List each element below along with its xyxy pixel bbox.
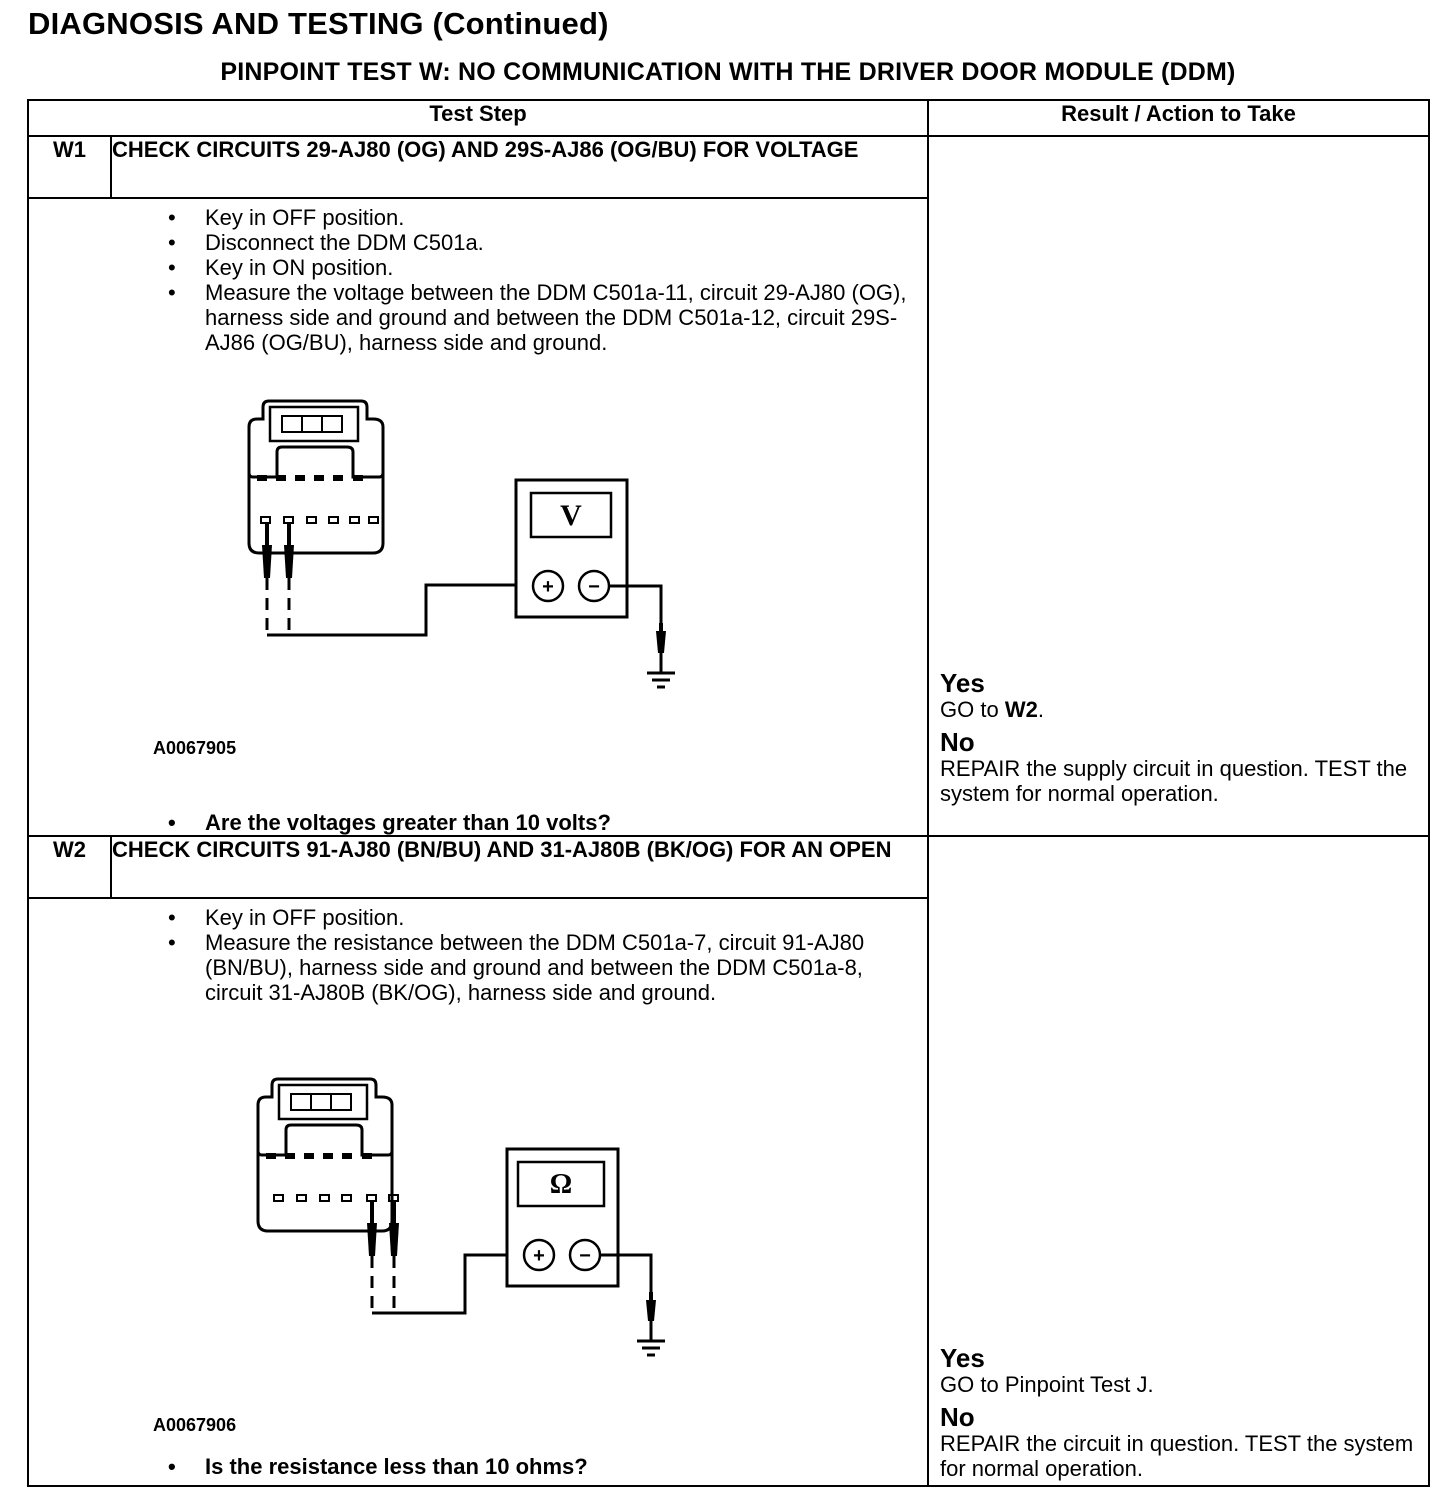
instruction-list [111, 199, 927, 355]
instruction-item: • Disconnect the DDM C501a. [205, 230, 945, 255]
test-figure [111, 1005, 927, 1460]
instruction-list [111, 899, 927, 1005]
step-question: • Is the resistance less than 10 ohms? [205, 1454, 927, 1479]
result-yes-action: GO to Pinpoint Test J. [940, 1372, 1154, 1397]
pinpoint-test-table [27, 99, 1430, 1487]
column-header-test-step: Test Step [28, 100, 928, 136]
minus-symbol: − [588, 576, 600, 598]
step-id: W1 [28, 136, 111, 198]
instruction-item: • Key in OFF position. [205, 905, 905, 930]
result-no-label: No [940, 1402, 975, 1432]
minus-symbol: − [579, 1245, 591, 1267]
step-ref-link[interactable]: W2 [1004, 697, 1038, 722]
result-no-label: No [940, 727, 975, 757]
result-yes-action: GO to W2. [940, 697, 1044, 722]
step-question: • Are the voltages greater than 10 volts? [205, 810, 927, 835]
instruction-item: • Measure the resistance between the DDM C501a-7, circuit 91-AJ80 (BN/BU), harness side and ground and between the DDM C501a-8, circuit 31-AJ80B (BK/OG), harness side and ground. [205, 930, 905, 1005]
test-figure [111, 355, 927, 810]
result-no-action: REPAIR the supply circuit in question. TEST the system for normal operation. [940, 756, 1408, 806]
step-result-cell [928, 136, 1429, 836]
page-title: DIAGNOSIS AND TESTING (Continued) [28, 6, 609, 41]
column-header-result: Result / Action to Take [928, 100, 1429, 136]
instruction-item: • Key in OFF position. [205, 205, 945, 230]
meter-symbol: Ω [549, 1169, 573, 1200]
question-list [111, 810, 927, 835]
instruction-item: • Key in ON position. [205, 255, 945, 280]
question-list [111, 1454, 927, 1479]
plus-symbol: + [542, 576, 554, 598]
ohmmeter-diagram [111, 1005, 928, 1460]
step-body [111, 898, 928, 1486]
meter-symbol: V [560, 499, 582, 532]
test-probes [367, 1201, 656, 1321]
step-result-cell [928, 836, 1429, 1486]
connector-body [249, 473, 383, 553]
result-block [940, 669, 1410, 806]
pinpoint-test-title: PINPOINT TEST W: NO COMMUNICATION WITH THE DRIVER DOOR MODULE (DDM) [220, 58, 1236, 86]
result-no-action: REPAIR the circuit in question. TEST the system for normal operation. [940, 1431, 1414, 1481]
step-id: W2 [28, 836, 111, 898]
figure-id: A0067905 [153, 738, 237, 758]
step-title: CHECK CIRCUITS 29-AJ80 (OG) AND 29S-AJ86 (OG/BU) FOR VOLTAGE [111, 136, 928, 198]
instruction-item: • Measure the voltage between the DDM C501a-11, circuit 29-AJ80 (OG), harness side and ground and between the DDM C501a-12, circuit 29S-AJ86 (OG/BU), harness side and ground. [205, 280, 945, 355]
result-yes-label: Yes [940, 668, 985, 698]
step-body [111, 198, 928, 836]
figure-id: A0067906 [153, 1415, 237, 1435]
result-yes-label: Yes [940, 1343, 985, 1373]
plus-symbol: + [533, 1245, 545, 1267]
result-block [940, 1344, 1415, 1481]
step-title: CHECK CIRCUITS 91-AJ80 (BN/BU) AND 31-AJ80B (BK/OG) FOR AN OPEN [111, 836, 928, 898]
